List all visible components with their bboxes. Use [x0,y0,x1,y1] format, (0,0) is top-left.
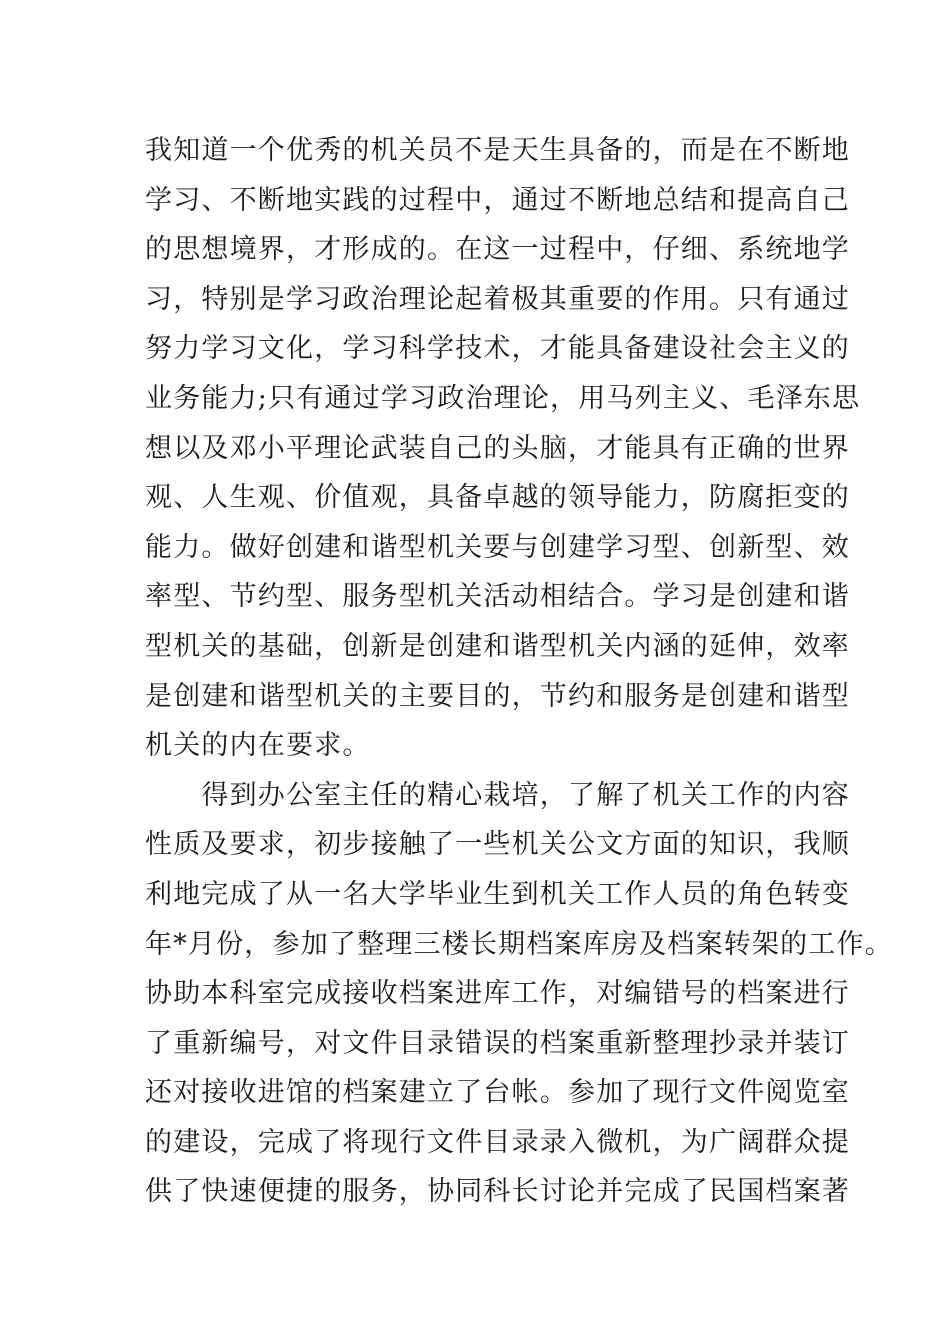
text-line: 努力学习文化，学习科学技术，才能具备建设社会主义的 [145,333,850,365]
text-line: 协助本科室完成接收档案进库工作，对编错号的档案进行 [145,978,850,1010]
text-line: 我知道一个优秀的机关员不是天生具备的，而是在不断地 [145,135,850,166]
text-line: 性质及要求，初步接触了一些机关公文方面的知识，我顺 [145,829,850,861]
text-line: 型机关的基础，创新是创建和谐型机关内涵的延伸，效率 [145,630,850,662]
text-line: 得到办公室主任的精心栽培，了解了机关工作的内容 [145,779,850,811]
text-line: 年*月份，参加了整理三楼长期档案库房及档案转架的工作。 [145,928,893,960]
text-line: 了重新编号，对文件目录错误的档案重新整理抄录并装订 [145,1027,850,1059]
text-line: 习，特别是学习政治理论起着极其重要的作用。只有通过 [145,283,850,315]
text-line: 学习、不断地实践的过程中，通过不断地总结和提高自己 [145,184,850,216]
text-line: 的建设，完成了将现行文件目录录入微机，为广阔群众提 [145,1126,850,1158]
text-line: 利地完成了从一名大学毕业生到机关工作人员的角色转变 [145,878,850,910]
text-line: 想以及邓小平理论武装自己的头脑，才能具有正确的世界 [145,432,850,464]
text-line: 还对接收进馆的档案建立了台帐。参加了现行文件阅览室 [145,1077,850,1109]
text-line: 机关的内在要求。 [145,730,371,762]
text-line: 的思想境界，才形成的。在这一过程中，仔细、系统地学 [145,234,850,266]
text-line: 业务能力;只有通过学习政治理论，用马列主义、毛泽东思 [145,382,861,414]
text-line: 是创建和谐型机关的主要目的，节约和服务是创建和谐型 [145,680,850,712]
document-body [145,126,893,1217]
text-line: 观、人生观、价值观，具备卓越的领导能力，防腐拒变的 [145,482,850,514]
text-line: 率型、节约型、服务型机关活动相结合。学习是创建和谐 [145,581,850,613]
text-line: 供了快速便捷的服务，协同科长讨论并完成了民国档案著 [145,1176,850,1208]
text-line: 能力。做好创建和谐型机关要与创建学习型、创新型、效 [145,531,850,563]
